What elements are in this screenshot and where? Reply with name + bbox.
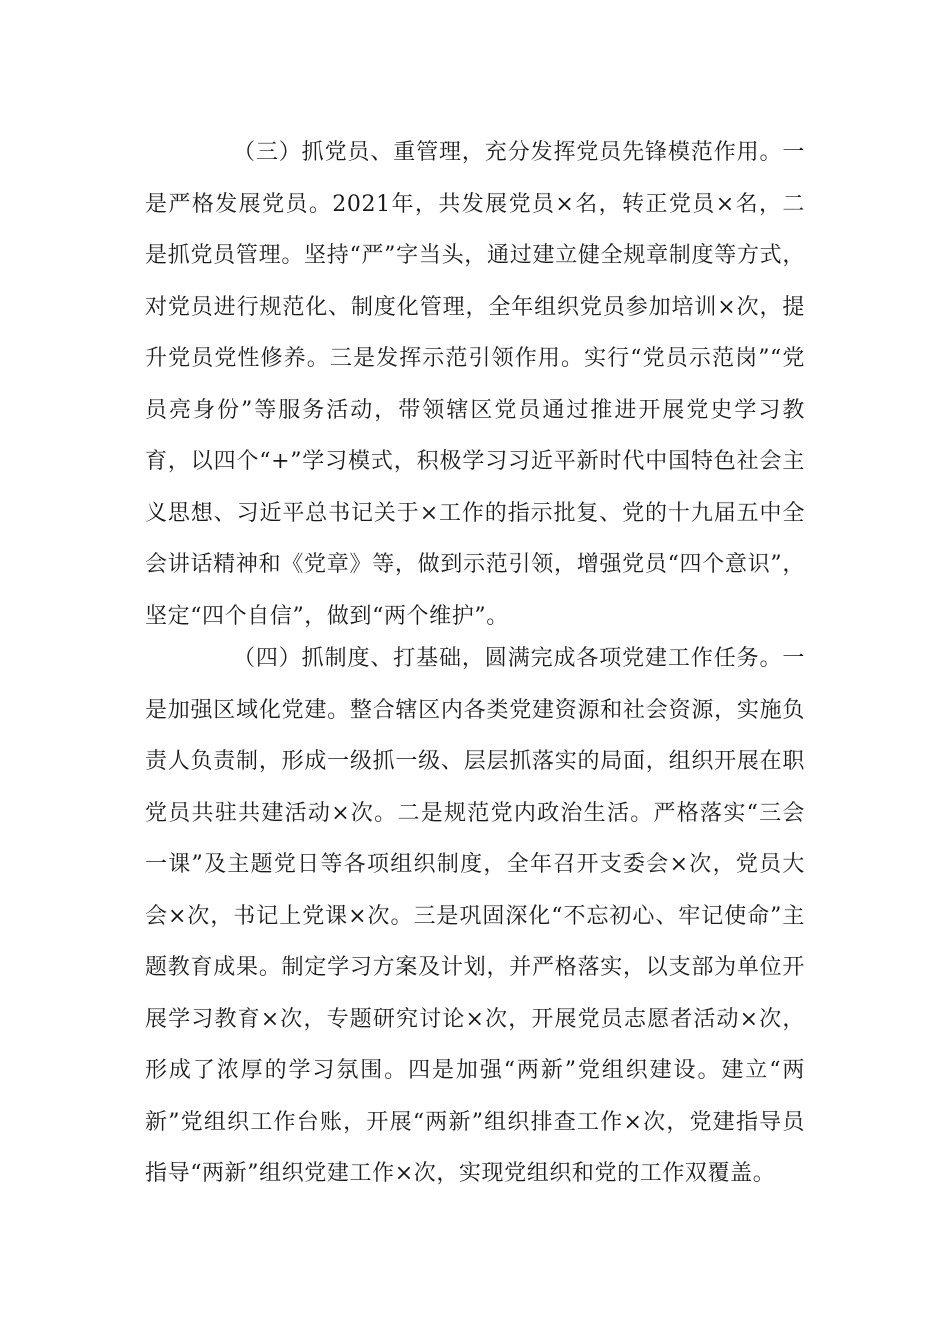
paragraph-section-3: （三）抓党员、重管理，充分发挥党员先锋模范作用。一是严格发展党员。2021年，共发展党员×名，转正党员×名，二是抓党员管理。坚持“严”字当头，通过建立健全规章制度等方式，对党员进行规范化、制度化管理，全年组织党员参加培训×次，提升党员党性修养。三是发挥示范引领作用。实行“党员示范岗”“党员亮身份”等服务活动，带领辖区党员通过推进开展党史学习教育，以四个“+”学习模式，积极学习习近平新时代中国特色社会主义思想、习近平总书记关于×工作的指示批复、党的十九届五中全会讲话精神和《党章》等，做到示范引领，增强党员“四个意识”，坚定“四个自信”，做到“两个维护”。: [145, 140, 805, 629]
paragraph-section-4: （四）抓制度、打基础，圆满完成各项党建工作任务。一是加强区域化党建。整合辖区内各类党建资源和社会资源，实施负责人负责制，形成一级抓一级、层层抓落实的局面，组织开展在职党员共驻共建活动×次。二是规范党内政治生活。严格落实“三会一课”及主题党日等各项组织制度，全年召开支委会×次，党员大会×次，书记上党课×次。三是巩固深化“不忘初心、牢记使命”主题教育成果。制定学习方案及计划，并严格落实，以支部为单位开展学习教育×次，专题研究讨论×次，开展党员志愿者活动×次，形成了浓厚的学习氛围。四是加强“两新”党组织建设。建立“两新”党组织工作台账，开展“两新”组织排查工作×次，党建指导员指导“两新”组织党建工作×次，实现党组织和党的工作双覆盖。: [145, 646, 805, 1186]
